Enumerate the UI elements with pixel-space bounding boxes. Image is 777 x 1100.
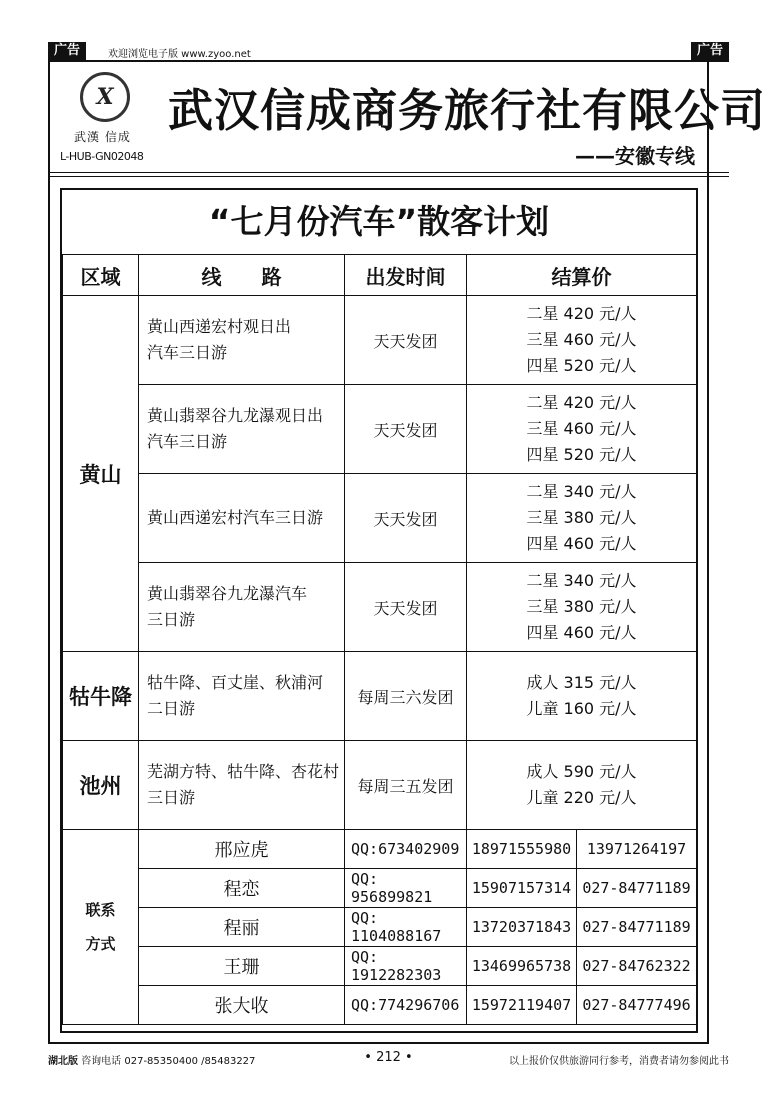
price-line: 成人 590 元/人: [526, 762, 637, 781]
header-rule: [48, 172, 729, 173]
ad-tag-left: 广告: [48, 42, 86, 60]
price-line: 成人 315 元/人: [526, 673, 637, 692]
price-line: 二星 420 元/人: [526, 393, 637, 412]
plan-title: “七月份汽车”散客计划: [208, 202, 550, 241]
header-route: 线 路: [139, 255, 345, 296]
edition-label: 湖北版: [48, 1056, 78, 1067]
route-cell: [139, 474, 345, 563]
contact-phone: 027-84777496: [577, 986, 697, 1025]
contact-row: [63, 869, 697, 908]
route-line: 汽车三日游: [147, 432, 228, 451]
route-cell: [139, 385, 345, 474]
logo-mark: X: [96, 84, 114, 110]
price-cell: [467, 563, 697, 652]
contact-name: 邢应虎: [139, 830, 345, 869]
contact-phone: 13971264197: [577, 830, 697, 869]
time-cell: 天天发团: [345, 385, 467, 474]
table-row: [63, 652, 697, 741]
route-cell: [139, 652, 345, 741]
contact-name: 张大收: [139, 986, 345, 1025]
price-line: 儿童 160 元/人: [526, 699, 637, 718]
route-line: 二日游: [147, 699, 196, 718]
price-line: 三星 380 元/人: [526, 508, 637, 527]
table-row: [63, 474, 697, 563]
table-row: [63, 563, 697, 652]
table-header-row: [63, 255, 697, 296]
contact-qq: QQ: 1912282303: [345, 947, 467, 986]
route-line: 黄山西递宏村观日出: [147, 317, 292, 336]
price-line: 三星 460 元/人: [526, 419, 637, 438]
time-cell: 每周三六发团: [345, 652, 467, 741]
header-rule-2: [48, 176, 729, 177]
contact-qq: QQ:774296706: [345, 986, 467, 1025]
time-cell: 天天发团: [345, 296, 467, 385]
logo-text: 武漢 信成: [74, 130, 131, 144]
contact-phone: 027-84762322: [577, 947, 697, 986]
contact-qq: QQ: 956899821: [345, 869, 467, 908]
contact-phone: 027-84771189: [577, 908, 697, 947]
header-time: 出发时间: [345, 255, 467, 296]
header-price: 结算价: [467, 255, 697, 296]
contact-mobile: 15972119407: [467, 986, 577, 1025]
company-name: 武汉信成商务旅行社有限公司: [168, 84, 767, 137]
route-cell: [139, 741, 345, 830]
price-line: 三星 380 元/人: [526, 597, 637, 616]
route-line: 牯牛降、百丈崖、秋浦河: [147, 673, 324, 692]
price-line: 三星 460 元/人: [526, 330, 637, 349]
price-cell: [467, 741, 697, 830]
time-cell: 天天发团: [345, 563, 467, 652]
table-row: [63, 741, 697, 830]
page-number: • 212 •: [364, 1050, 413, 1065]
contact-row: [63, 830, 697, 869]
region-cell: 牯牛降: [63, 652, 139, 741]
price-cell: [467, 474, 697, 563]
price-cell: [467, 652, 697, 741]
table-row: [63, 296, 697, 385]
price-line: 四星 460 元/人: [526, 623, 637, 642]
header-region: 区域: [63, 255, 139, 296]
price-line: 四星 460 元/人: [526, 534, 637, 553]
license-number: L-HUB-GN02048: [60, 150, 144, 163]
contact-mobile: 13469965738: [467, 947, 577, 986]
contact-row: [63, 908, 697, 947]
route-cell: [139, 563, 345, 652]
price-cell: [467, 385, 697, 474]
route-cell: [139, 296, 345, 385]
route-subtitle: ——安徽专线: [575, 144, 695, 168]
price-line: 二星 420 元/人: [526, 304, 637, 323]
contact-label-cell: [63, 830, 139, 1025]
time-cell: 天天发团: [345, 474, 467, 563]
time-cell: 每周三五发团: [345, 741, 467, 830]
route-line: 三日游: [147, 610, 196, 629]
route-line: 芜湖方特、牯牛降、杏花村: [147, 762, 340, 781]
contact-qq: QQ: 1104088167: [345, 908, 467, 947]
contact-mobile: 18971555980: [467, 830, 577, 869]
price-line: 四星 520 元/人: [526, 445, 637, 464]
price-cell: [467, 296, 697, 385]
contact-mobile: 13720371843: [467, 908, 577, 947]
ad-tag-right: 广告: [691, 42, 729, 60]
contact-label-line: 方式: [85, 935, 116, 953]
contact-row: [63, 947, 697, 986]
contact-label-line: 联系: [85, 901, 116, 919]
route-line: 三日游: [147, 788, 196, 807]
disclaimer: 以上报价仅供旅游同行参考，消费者请勿参阅此书: [509, 1056, 729, 1067]
contact-mobile: 15907157314: [467, 869, 577, 908]
route-line: 黄山西递宏村汽车三日游: [147, 508, 324, 527]
route-line: 黄山翡翠谷九龙瀑汽车: [147, 584, 308, 603]
site-url[interactable]: 欢迎浏览电子版 www.zyoo.net: [108, 49, 251, 60]
region-cell: 池州: [63, 741, 139, 830]
route-line: 汽车三日游: [147, 343, 228, 362]
contact-row: [63, 986, 697, 1025]
price-line: 二星 340 元/人: [526, 571, 637, 590]
contact-name: 王珊: [139, 947, 345, 986]
table-row: [63, 385, 697, 474]
contact-name: 程恋: [139, 869, 345, 908]
contact-phone: 027-84771189: [577, 869, 697, 908]
plan-table: [62, 254, 697, 1025]
price-line: 儿童 220 元/人: [526, 788, 637, 807]
price-line: 四星 520 元/人: [526, 356, 637, 375]
route-line: 黄山翡翠谷九龙瀑观日出: [147, 406, 324, 425]
contact-qq: QQ:673402909: [345, 830, 467, 869]
contact-name: 程丽: [139, 908, 345, 947]
company-logo: [80, 72, 130, 122]
price-line: 二星 340 元/人: [526, 482, 637, 501]
region-cell: 黄山: [63, 296, 139, 652]
hotline: 咨询电话 027-85350400 /85483227: [81, 1056, 256, 1067]
